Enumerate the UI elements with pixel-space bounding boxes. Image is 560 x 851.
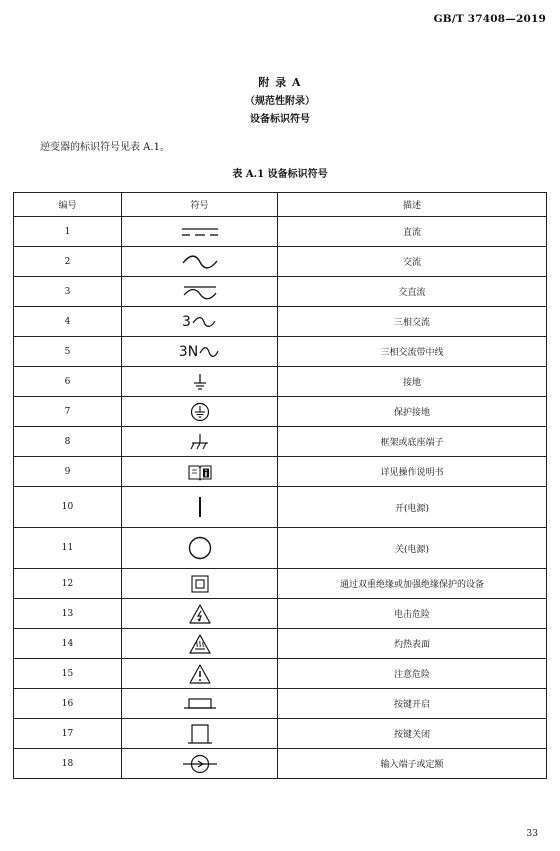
push-button-on-icon <box>183 696 217 712</box>
row-description: 按键开启 <box>278 689 547 719</box>
row-description: 详见操作说明书 <box>278 457 547 487</box>
symbol-cell <box>122 427 278 457</box>
row-number: 6 <box>14 367 122 397</box>
symbol-table <box>13 192 547 779</box>
symbol-cell <box>122 487 278 528</box>
row-description: 灼热表面 <box>278 629 547 659</box>
row-number: 7 <box>14 397 122 427</box>
row-number: 9 <box>14 457 122 487</box>
symbol-cell <box>122 457 278 487</box>
symbol-cell <box>122 629 278 659</box>
header-number: 编号 <box>14 193 122 217</box>
row-description: 关(电源) <box>278 528 547 569</box>
intro-text: 逆变器的标识符号见表 A.1。 <box>40 142 170 153</box>
appendix-subtitle: （规范性附录） <box>245 96 315 107</box>
table-row <box>14 569 547 599</box>
row-number: 16 <box>14 689 122 719</box>
table-row <box>14 247 547 277</box>
row-number: 4 <box>14 307 122 337</box>
row-description: 通过双重绝缘或加强绝缘保护的设备 <box>278 569 547 599</box>
appendix-title: 附 录 A <box>258 76 302 89</box>
frame-terminal-icon <box>189 433 211 451</box>
table-row <box>14 367 547 397</box>
table-row <box>14 659 547 689</box>
symbol-cell <box>122 307 278 337</box>
symbol-cell <box>122 659 278 689</box>
row-description: 三相交流带中线 <box>278 337 547 367</box>
ground-icon <box>193 373 207 391</box>
table-row <box>14 457 547 487</box>
row-number: 8 <box>14 427 122 457</box>
push-button-off-icon <box>186 722 214 746</box>
row-number: 14 <box>14 629 122 659</box>
row-description: 开(电源) <box>278 487 547 528</box>
input-terminal-icon <box>181 753 219 775</box>
row-number: 17 <box>14 719 122 749</box>
table-row <box>14 427 547 457</box>
standard-number: GB/T 37408—2019 <box>433 13 546 25</box>
table-row <box>14 277 547 307</box>
row-description: 框架或底座端子 <box>278 427 547 457</box>
row-description: 交直流 <box>278 277 547 307</box>
row-description: 直流 <box>278 217 547 247</box>
table-row <box>14 599 547 629</box>
row-description: 保护接地 <box>278 397 547 427</box>
row-number: 10 <box>14 487 122 528</box>
page-number: 33 <box>526 829 538 839</box>
row-number: 18 <box>14 749 122 779</box>
electric-shock-warning-icon <box>188 603 212 625</box>
table-row <box>14 689 547 719</box>
three-phase-neutral-icon <box>179 345 220 359</box>
header-symbol: 符号 <box>122 193 278 217</box>
table-row <box>14 629 547 659</box>
row-number: 11 <box>14 528 122 569</box>
table-row <box>14 528 547 569</box>
table-row <box>14 217 547 247</box>
ac-icon <box>180 255 220 269</box>
ac-dc-icon <box>180 284 220 300</box>
dc-icon <box>180 226 220 238</box>
row-description: 按键关闭 <box>278 719 547 749</box>
symbol-cell <box>122 528 278 569</box>
table-row <box>14 397 547 427</box>
symbol-prefix: 3 <box>182 313 191 330</box>
symbol-prefix: 3N <box>178 343 199 360</box>
manual-icon <box>187 463 213 481</box>
table-row <box>14 307 547 337</box>
caution-warning-icon <box>188 663 212 685</box>
row-description: 交流 <box>278 247 547 277</box>
row-number: 3 <box>14 277 122 307</box>
row-description: 注意危险 <box>278 659 547 689</box>
row-number: 2 <box>14 247 122 277</box>
symbol-cell <box>122 719 278 749</box>
row-description: 输入端子或定额 <box>278 749 547 779</box>
symbol-cell <box>122 397 278 427</box>
table-row <box>14 487 547 528</box>
symbol-cell <box>122 569 278 599</box>
symbol-cell <box>122 337 278 367</box>
symbol-cell <box>122 277 278 307</box>
three-phase-ac-icon <box>182 315 217 329</box>
header-description: 描述 <box>278 193 547 217</box>
table-header-row <box>14 193 547 217</box>
symbol-cell <box>122 217 278 247</box>
appendix-heading: 设备标识符号 <box>250 114 310 125</box>
table-row <box>14 749 547 779</box>
table-caption: 表 A.1 设备标识符号 <box>232 169 328 180</box>
row-description: 电击危险 <box>278 599 547 629</box>
double-insulation-icon <box>190 574 210 594</box>
row-description: 接地 <box>278 367 547 397</box>
symbol-cell <box>122 599 278 629</box>
symbol-cell <box>122 689 278 719</box>
row-number: 5 <box>14 337 122 367</box>
power-on-icon <box>196 495 204 519</box>
hot-surface-warning-icon <box>188 633 212 655</box>
table-row <box>14 337 547 367</box>
protective-earth-icon <box>190 402 210 422</box>
symbol-cell <box>122 247 278 277</box>
row-number: 12 <box>14 569 122 599</box>
symbol-cell <box>122 749 278 779</box>
row-number: 13 <box>14 599 122 629</box>
row-number: 1 <box>14 217 122 247</box>
row-number: 15 <box>14 659 122 689</box>
row-description: 三相交流 <box>278 307 547 337</box>
power-off-icon <box>187 535 213 561</box>
symbol-cell <box>122 367 278 397</box>
table-row <box>14 719 547 749</box>
